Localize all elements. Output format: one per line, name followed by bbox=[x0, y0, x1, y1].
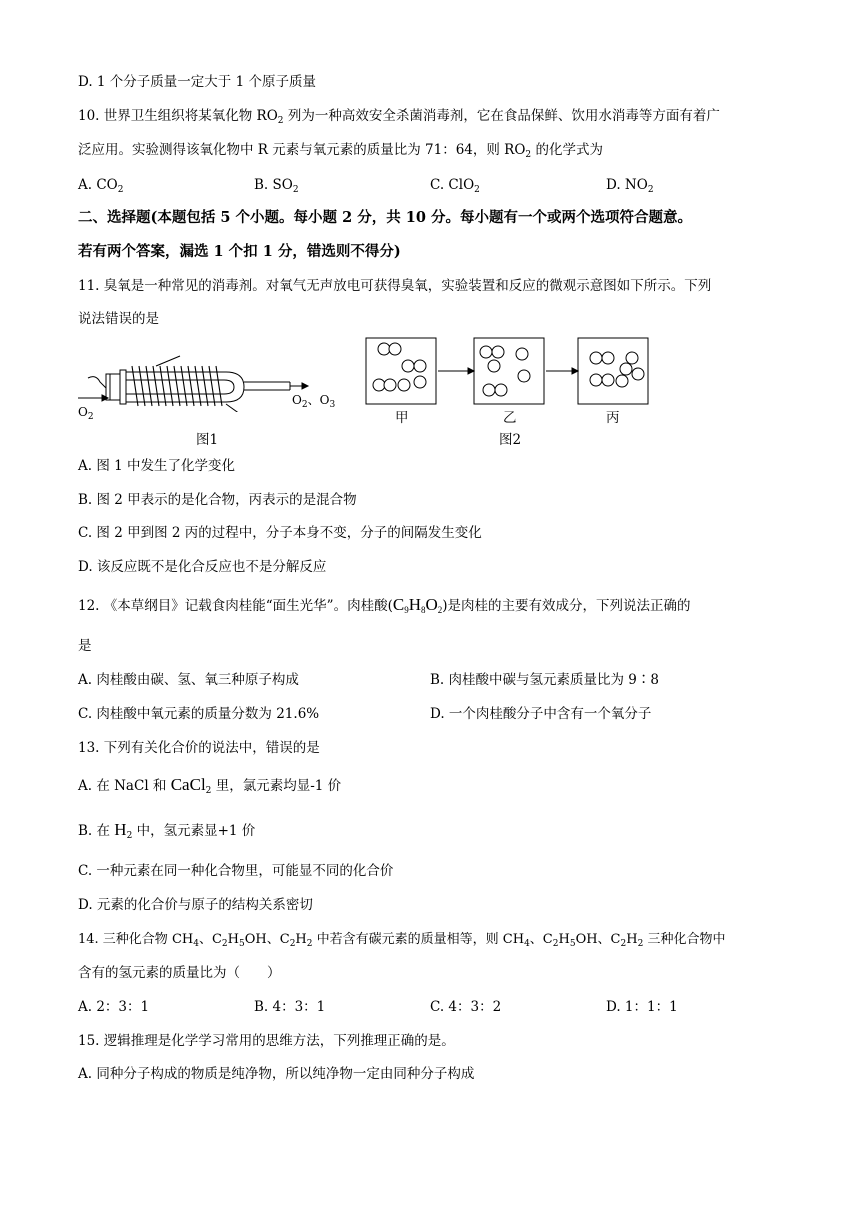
q10-option-a: A. $CO_2$ bbox=[78, 177, 124, 195]
q10-option-c: C. ClO$_2$ bbox=[430, 177, 480, 195]
section2-heading-line1: 二、选择题(本题包括 5 个小题。每小题 2 分，共 10 分。每小题有一个或两个选项符合题意。 bbox=[78, 209, 693, 226]
q14-stem-line2: 含有的氢元素的质量比为（ ） bbox=[78, 965, 281, 981]
q13-option-c: C. 一种元素在同一种化合物里，可能显不同的化合价 bbox=[78, 863, 394, 879]
q14-stem-line1: 14. 三种化合物 $CH_4$、$C_2H_5OH$、$C_2H_2$ 中若含有碳元素的质量相等，则 $CH_4$、$C_2H_5OH$、$C_2H_2$ 三种化合物中 bbox=[78, 932, 726, 949]
q14-option-c: C. 4：3：2 bbox=[430, 999, 502, 1015]
figure1-outlet-label: $O_2$、$O_3$ bbox=[292, 393, 336, 410]
q13-option-d: D. 元素的化合价与原子的结构关系密切 bbox=[78, 897, 313, 913]
q15-option-a: A. 同种分子构成的物质是纯净物，所以纯净物一定由同种分子构成 bbox=[78, 1066, 475, 1082]
q12-option-d: D. 一个肉桂酸分子中含有一个氧分子 bbox=[430, 706, 652, 722]
figure2-caption: 图2 bbox=[499, 432, 522, 448]
figure1-caption: 图1 bbox=[196, 432, 219, 448]
q13-option-b: B. 在 $H_2$ 中，氢元素显+1 价 bbox=[78, 820, 256, 841]
q15-stem: 15. 逻辑推理是化学学习常用的思维方法，下列推理正确的是。 bbox=[78, 1033, 455, 1049]
q10-option-d: D. $NO_2$ bbox=[606, 177, 654, 195]
q11-option-a: A. 图 1 中发生了化学变化 bbox=[78, 458, 236, 474]
q13-stem: 13. 下列有关化合价的说法中，错误的是 bbox=[78, 740, 320, 756]
figure2-schematic bbox=[364, 336, 664, 456]
q14-option-a: A. 2：3：1 bbox=[78, 999, 150, 1015]
figure2-label-bing: 丙 bbox=[606, 410, 620, 426]
figure2-label-jia: 甲 bbox=[395, 410, 409, 426]
q12-option-c: C. 肉桂酸中氧元素的质量分数为 21.6% bbox=[78, 706, 320, 722]
q12-stem-line1: 12. 《本草纲目》记载食肉桂能“面生光华”。肉桂酸$(C_9H_8O_2)$是肉桂的主要有效成分，下列说法正确的 bbox=[78, 595, 691, 615]
section2-heading-line2: 若有两个答案，漏选 1 个扣 1 分，错选则不得分) bbox=[78, 243, 401, 260]
figure1-inlet-label: $O_2$ bbox=[78, 405, 94, 422]
q12-option-b: B. 肉桂酸中碳与氢元素质量比为 9∶8 bbox=[430, 672, 659, 688]
q13-option-a: A. 在 NaCl 和 CaCl$_2$ 里，氯元素均显-1 价 bbox=[78, 775, 342, 796]
cinnamic-acid-formula: $C_9H_8O_2$ bbox=[392, 595, 443, 615]
q11-option-d: D. 该反应既不是化合反应也不是分解反应 bbox=[78, 559, 327, 575]
q9-option-d: D. 1 个分子质量一定大于 1 个原子质量 bbox=[78, 74, 316, 90]
q11-option-b: B. 图 2 甲表示的是化合物，丙表示的是混合物 bbox=[78, 492, 357, 508]
q12-option-a: A. 肉桂酸由碳、氢、氧三种原子构成 bbox=[78, 672, 299, 688]
q10-stem-line2: 泛应用。实验测得该氧化物中 R 元素与氧元素的质量比为 71：64，则 $RO_2$ 的化学式为 bbox=[78, 142, 603, 160]
figure2-label-yi: 乙 bbox=[503, 410, 517, 426]
q11-stem-line1: 11. 臭氧是一种常见的消毒剂。对氧气无声放电可获得臭氧，实验装置和反应的微观示意图如下所示。下列 bbox=[78, 278, 712, 294]
q11-stem-line2: 说法错误的是 bbox=[78, 311, 159, 327]
q10-option-b: B. $SO_2$ bbox=[254, 177, 299, 195]
q14-option-d: D. 1：1：1 bbox=[606, 999, 678, 1015]
q10-stem-line1: 10. 世界卫生组织将某氧化物 $RO_2$ 列为一种高效安全杀菌消毒剂，它在食品保鲜、饮用水消毒等方面有着广 bbox=[78, 108, 720, 126]
q12-stem-line2: 是 bbox=[78, 638, 92, 654]
q11-option-c: C. 图 2 甲到图 2 丙的过程中，分子本身不变，分子的间隔发生变化 bbox=[78, 525, 482, 541]
figure1-apparatus bbox=[76, 352, 336, 452]
reaction-boxes-drawing bbox=[364, 336, 664, 408]
q14-option-b: B. 4：3：1 bbox=[254, 999, 326, 1015]
